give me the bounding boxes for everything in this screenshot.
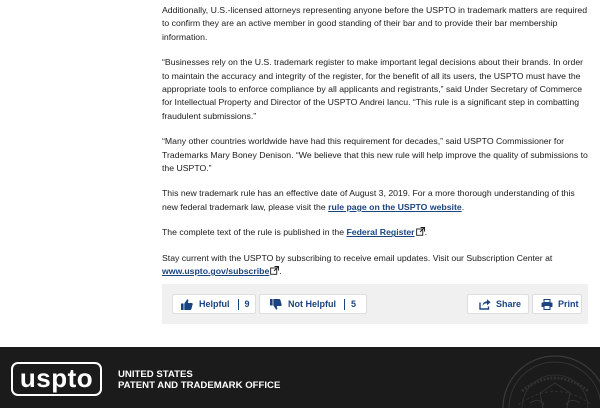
paragraph-federal-register — [162, 226, 588, 239]
federal-register-link[interactable]: Federal Register — [346, 227, 415, 238]
external-link-icon — [270, 266, 282, 277]
paragraph-effective-date — [162, 187, 588, 214]
subscribe-link[interactable]: www.uspto.gov/subscribe — [162, 266, 270, 277]
effective-date-end: . — [461, 201, 465, 212]
uspto-seal-watermark — [500, 353, 600, 408]
share-label: Share — [496, 299, 522, 309]
subscribe-text: Stay current with the USPTO by subscribing to receive email updates. Visit our Subscription Center at — [162, 252, 553, 263]
share-button[interactable] — [467, 294, 529, 314]
helpful-button[interactable] — [172, 294, 256, 314]
paragraph-attorney-requirement: Additionally, U.S.-licensed attorneys representing anyone before the USPTO in trademark matters are required to confirm they are an active member in good standing of their bar and to provide their bar membership information. — [162, 5, 588, 42]
article-body — [162, 4, 588, 291]
external-link-icon — [416, 227, 425, 236]
feedback-bar — [162, 284, 588, 324]
not-helpful-divider — [344, 299, 345, 310]
agency-line-2: PATENT AND TRADEMARK OFFICE — [118, 380, 281, 391]
print-button[interactable] — [532, 294, 582, 314]
federal-register-text: The complete text of the rule is published in the — [162, 227, 347, 238]
share-icon — [479, 299, 491, 310]
paragraph-iancu-quote: “Businesses rely on the U.S. trademark register to make important legal decisions about their brands. In order to maintain the accuracy and integrity of the register, for the benefit of all its users, the USPTO must have the appropriate tools to enforce compliance by all applicants and registrants,” said Under Secretary of Commerce for Intellectual Property and Director of the USPTO Andrei Iancu. “This rule is a significant step in combatting fraudulent submissions.” — [162, 57, 584, 121]
site-footer — [0, 347, 600, 408]
helpful-count: 9 — [244, 299, 250, 309]
rule-page-link[interactable]: rule page on the USPTO website — [328, 201, 462, 212]
effective-date-text: This new trademark rule has an effective date of August 3, 2019. For a more thorough understanding of this new federal trademark law, please visit the — [162, 188, 575, 212]
logo-text: uspto — [19, 362, 94, 393]
not-helpful-label: Not Helpful — [288, 299, 336, 309]
paragraph-denison-quote: “Many other countries worldwide have had this requirement for decades,” said USPTO Commissioner for Trademarks Mary Boney Denison. “We believe that this new rule will help improve the quality of submissions to the USPTO.” — [162, 136, 588, 174]
subscribe-end: . — [279, 266, 282, 277]
agency-line-1: UNITED STATES — [118, 369, 193, 380]
paragraph-subscribe — [162, 252, 588, 279]
helpful-label: Helpful — [199, 299, 230, 309]
print-label: Print — [558, 299, 579, 309]
agency-name — [118, 369, 280, 391]
federal-register-end: . — [424, 227, 427, 238]
printer-icon — [541, 299, 553, 310]
thumbs-up-icon — [181, 299, 193, 310]
helpful-divider — [238, 299, 239, 310]
not-helpful-button[interactable] — [259, 294, 367, 314]
uspto-logo[interactable] — [11, 362, 102, 396]
thumbs-down-icon — [270, 299, 282, 310]
not-helpful-count: 5 — [351, 299, 357, 309]
